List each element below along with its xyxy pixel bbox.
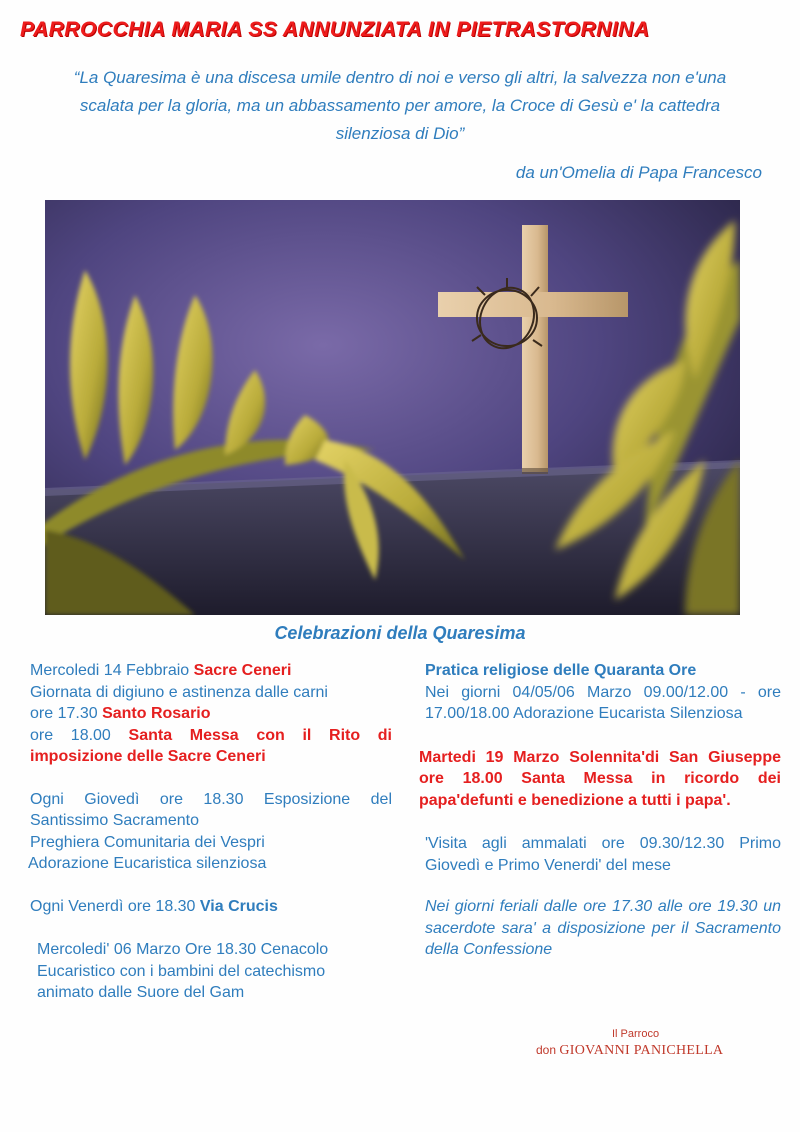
cenacolo-block: [37, 939, 392, 1004]
lent-cross-photo: [45, 200, 740, 615]
saint-joseph-notice: Martedi 19 Marzo Solennita'di San Giuseppe ore 18.00 Santa Messa in ricordo dei papa'defunti e benedizione a tutti i papa'.: [419, 748, 781, 809]
cross-palm-illustration: [45, 200, 740, 615]
event-time: Ogni Venerdì ore 18.30: [30, 897, 200, 915]
vespers-line: Preghiera Comunitaria dei Vespri: [30, 833, 265, 851]
quote-attribution: da un'Omelia di Papa Francesco: [515, 163, 762, 182]
signature-name: [536, 1043, 723, 1059]
parish-title: PARROCCHIA MARIA SS ANNUNZIATA IN PIETRASTORNINA: [20, 18, 650, 41]
quote-line: “La Quaresima è una discesa umile dentro di noi e verso gli altri, la salvezza non e'una: [73, 68, 727, 87]
rosary-line: [30, 703, 392, 725]
signature-role: Il Parroco: [612, 1028, 660, 1040]
forty-hours-text: Nei giorni 04/05/06 Marzo 09.00/12.00 - ore 17.00/18.00 Adorazione Eucarista Silenziosa: [425, 683, 781, 722]
right-column: [419, 660, 781, 961]
sick-visits-notice: 'Visita agli ammalati ore 09.30/12.30 Primo Giovedì e Primo Venerdi' del mese: [425, 835, 781, 874]
signature-prefix: don: [536, 1043, 560, 1057]
thursday-adoration: Ogni Giovedì ore 18.30 Esposizione del Santissimo Sacramento: [30, 790, 392, 829]
event-date: Mercoledi 14 Febbraio: [30, 662, 194, 679]
event-name: Santa Messa con il Rito di imposizione delle Sacre Ceneri: [30, 726, 393, 765]
forty-hours-title: Pratica religiose delle Quaranta Ore: [425, 662, 697, 679]
left-column: [30, 660, 392, 1004]
pastor-name: GIOVANNI PANICHELLA: [559, 1043, 724, 1058]
cenacolo-line: animato dalle Suore del Gam: [37, 984, 245, 1001]
event-name: Via Crucis: [199, 897, 278, 915]
event-time: ore 18.00: [30, 726, 129, 744]
cenacolo-line: Mercoledi' 06 Marzo Ore 18.30 Cenacolo: [37, 941, 329, 958]
silent-adoration-line: Adorazione Eucaristica silenziosa: [28, 855, 267, 872]
pope-quote: [20, 64, 780, 148]
quote-line: scalata per la gloria, ma un abbassamento per amore, la Croce di Gesù e' la cattedra: [79, 96, 721, 115]
fasting-note: Giornata di digiuno e astinenza dalle carni: [30, 683, 328, 701]
ash-wednesday-date: [30, 660, 392, 682]
section-title: Celebrazioni della Quaresima: [274, 623, 526, 643]
friday-via-crucis: [30, 896, 392, 918]
event-name: Sacre Ceneri: [193, 662, 292, 679]
confession-notice: Nei giorni feriali dalle ore 17.30 alle ore 19.30 un sacerdote sara' a disposizione per il Sacramento della Confessione: [425, 898, 781, 958]
event-time: ore 17.30: [30, 705, 103, 722]
quote-line: silenziosa di Dio”: [335, 124, 465, 143]
cenacolo-line: Eucaristico con i bambini del catechismo: [37, 962, 326, 980]
event-name: Santo Rosario: [102, 705, 211, 722]
mass-line: [30, 725, 392, 768]
